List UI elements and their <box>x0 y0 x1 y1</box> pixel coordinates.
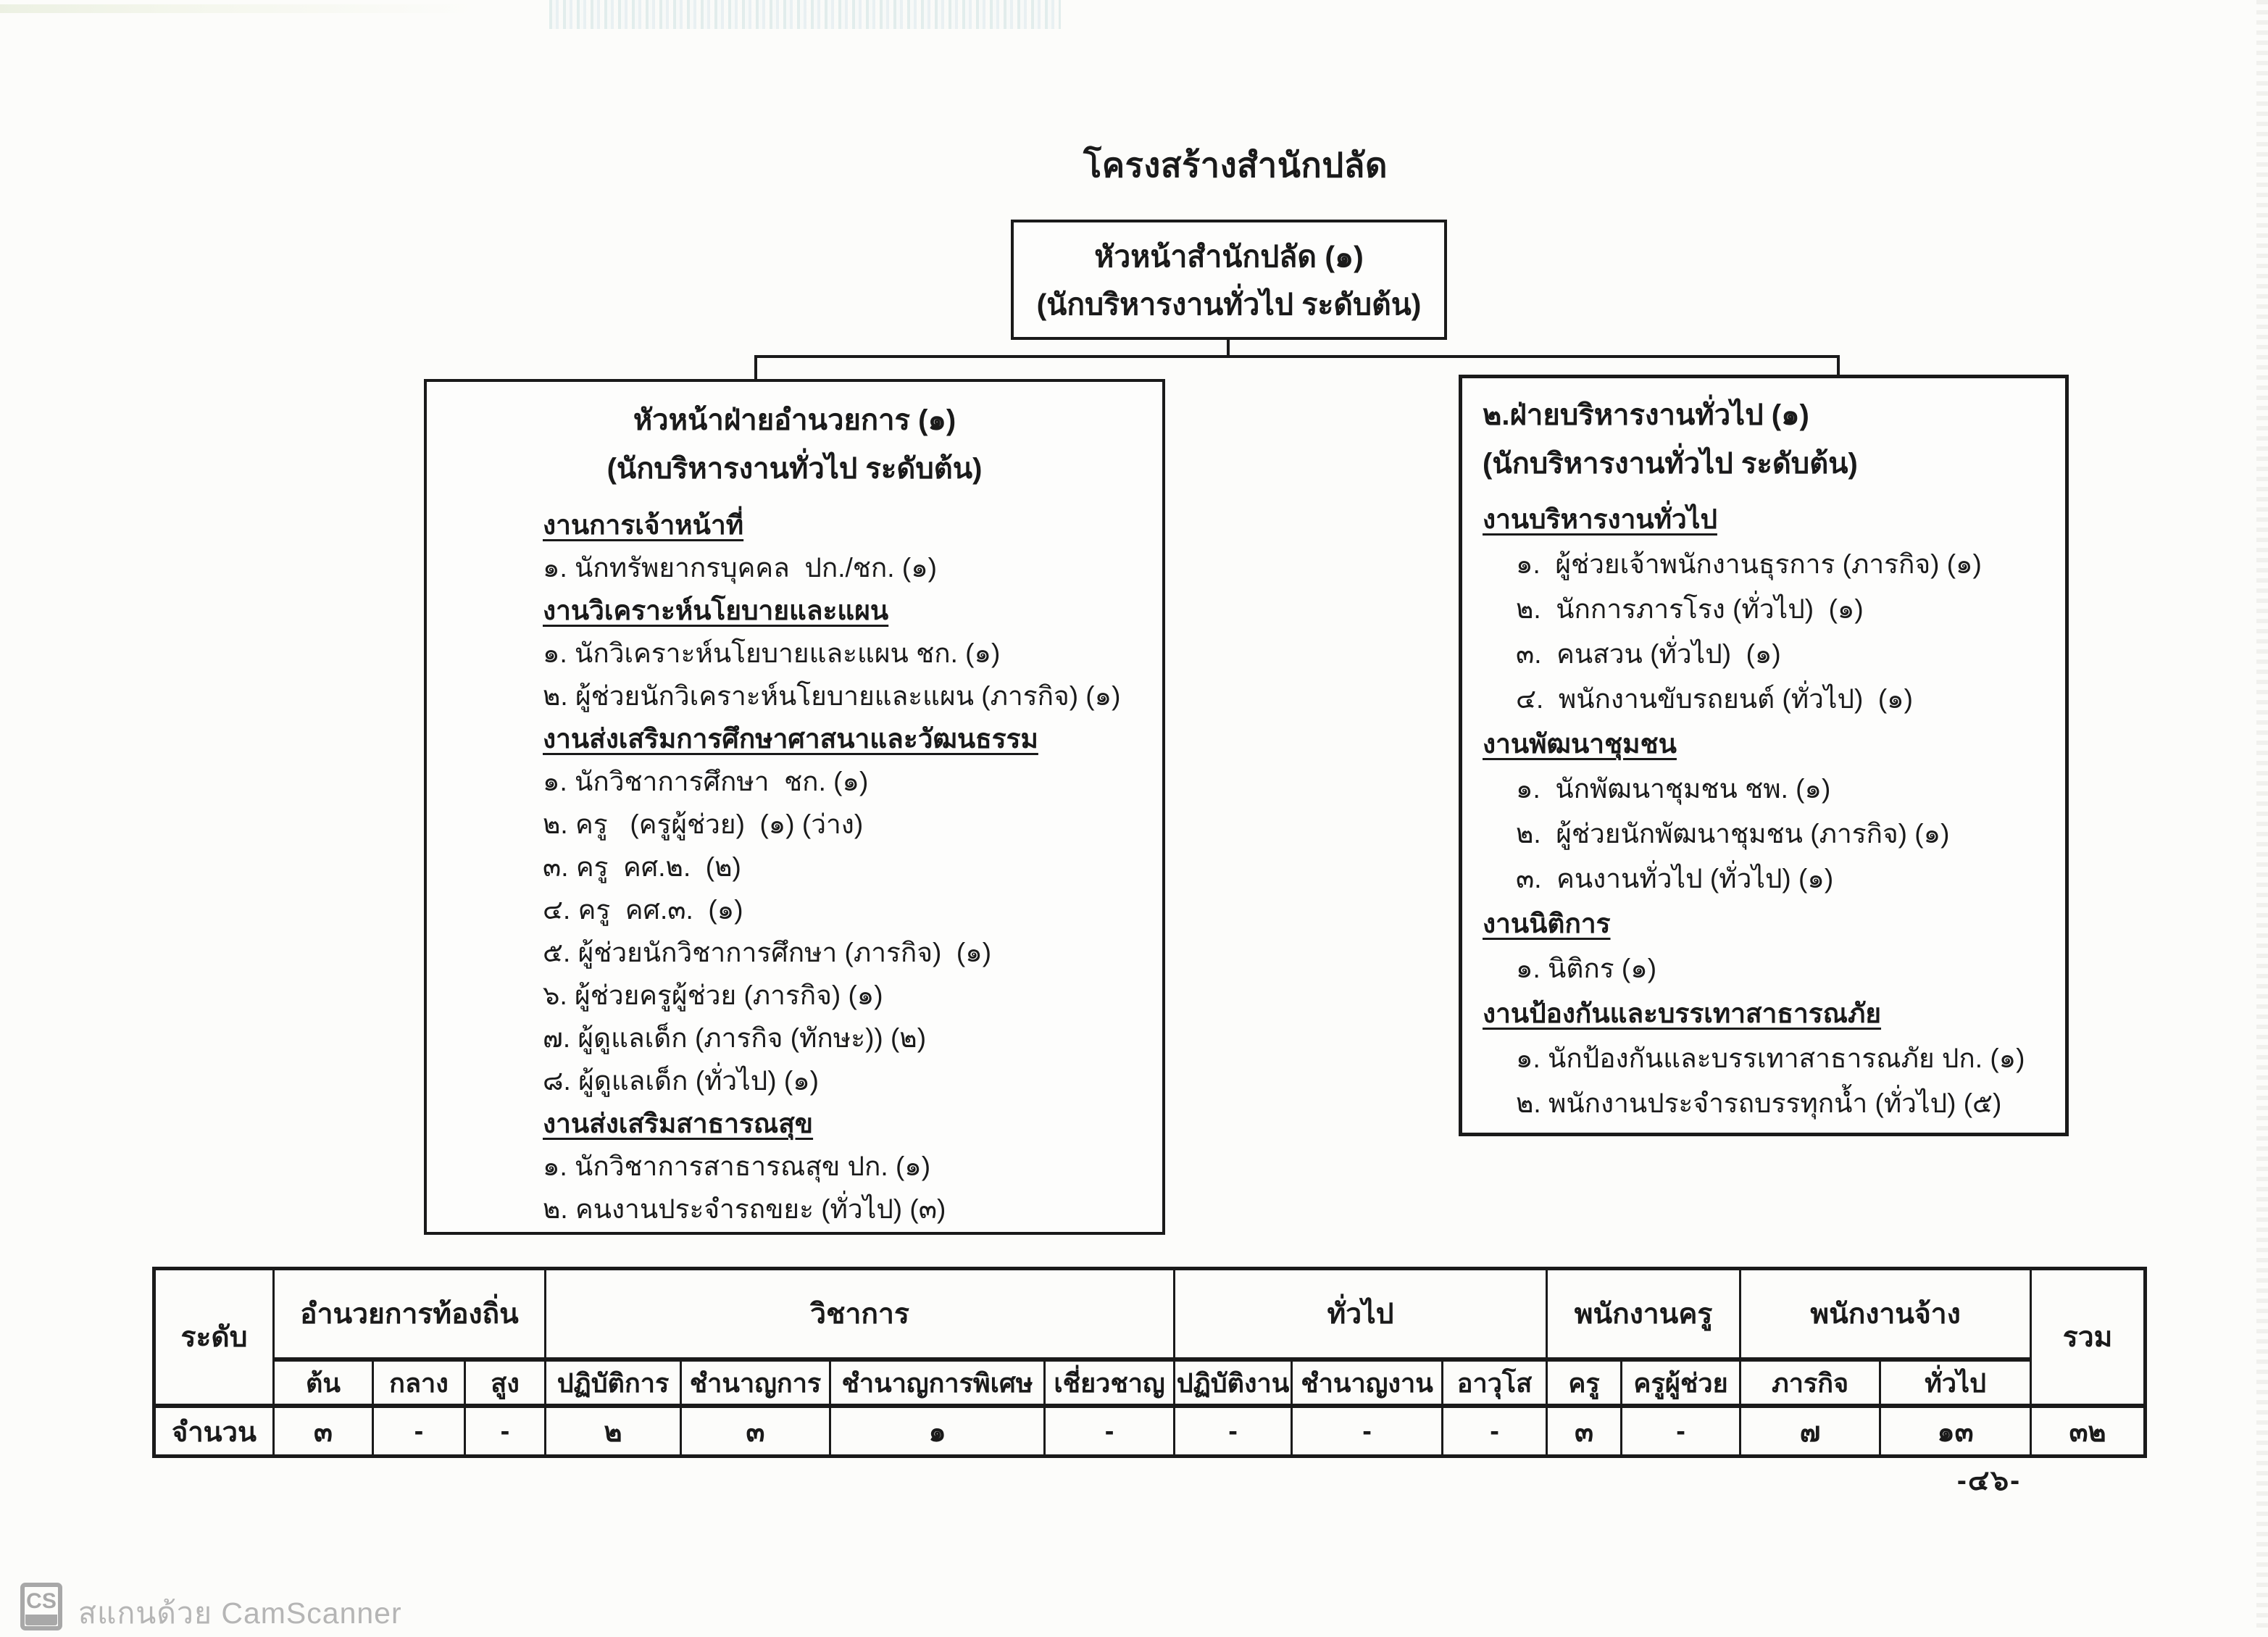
work-group-heading: งานนิติการ <box>1483 909 1611 938</box>
work-group-heading: งานส่งเสริมสาธารณสุข <box>543 1109 814 1138</box>
work-group-heading: งานบริหารงานทั่วไป <box>1483 504 1717 534</box>
camscanner-logo-text: CS <box>26 1589 57 1613</box>
table-value-cell: ๓ <box>1547 1406 1622 1457</box>
table-header-total: รวม <box>2031 1269 2146 1407</box>
summary-table <box>152 1267 2147 1458</box>
table-subheader: เชี่ยวชาญ <box>1045 1359 1175 1406</box>
camscanner-logo-icon <box>20 1583 62 1630</box>
table-subheader: ครูผู้ช่วย <box>1622 1359 1740 1406</box>
table-value-cell: ๑๓ <box>1880 1406 2031 1457</box>
position-item: ๖. ผู้ช่วยครูผู้ช่วย (ภารกิจ) (๑) <box>543 980 883 1010</box>
org-root-title: หัวหน้าสำนักปลัด (๑) <box>1094 240 1364 273</box>
position-item: ๓. คนสวน (ทั่วไป) (๑) <box>1516 639 1781 669</box>
table-value-cell: - <box>1292 1406 1443 1457</box>
table-group-header: ทั่วไป <box>1175 1269 1547 1360</box>
org-root-subtitle: (นักบริหารงานทั่วไป ระดับต้น) <box>1036 288 1422 321</box>
table-subheader: ปฏิบัติงาน <box>1175 1359 1292 1406</box>
table-subheader: ทั่วไป <box>1880 1359 2031 1406</box>
left-division-subtitle: (นักบริหารงานทั่วไป ระดับต้น) <box>606 453 983 485</box>
position-item: ๑. นักวิชาการศึกษา ชก. (๑) <box>543 767 869 796</box>
position-item: ๒. พนักงานประจำรถบรรทุกน้ำ (ทั่วไป) (๕) <box>1516 1088 2002 1118</box>
position-item: ๑. นักวิเคราะห์นโยบายและแผน ชก. (๑) <box>543 638 1001 668</box>
table-subheader: ชำนาญการ <box>681 1359 830 1406</box>
position-item: ๑. ผู้ช่วยเจ้าพนักงานธุรการ (ภารกิจ) (๑) <box>1516 549 1982 579</box>
table-value-cell: - <box>373 1406 465 1457</box>
table-value-cell: - <box>465 1406 546 1457</box>
table-value-cell: ๒ <box>546 1406 681 1457</box>
camscanner-watermark <box>20 1583 402 1637</box>
position-item: ๔. ครู คศ.๓. (๑) <box>543 895 743 925</box>
table-subheader: ปฏิบัติการ <box>546 1359 681 1406</box>
work-group-heading: งานพัฒนาชุมชน <box>1483 729 1677 759</box>
left-division-sections <box>543 504 1162 1230</box>
right-division-title: ๒.ฝ่ายบริหารงานทั่วไป (๑) <box>1483 399 1809 431</box>
work-group-heading: งานวิเคราะห์นโยบายและแผน <box>543 596 889 625</box>
scan-artifact-top-center <box>549 0 1061 29</box>
org-root-box <box>1011 220 1447 340</box>
table-value-cell: - <box>1443 1406 1547 1457</box>
connector-horizontal <box>754 355 1840 358</box>
table-subheader: ชำนาญงาน <box>1292 1359 1443 1406</box>
position-item: ๑. นักป้องกันและบรรเทาสาธารณภัย ปก. (๑) <box>1516 1044 2025 1073</box>
table-total-value: ๓๒ <box>2031 1406 2146 1457</box>
work-group-heading: งานป้องกันและบรรเทาสาธารณภัย <box>1483 999 1882 1028</box>
position-item: ๓. ครู คศ.๒. (๒) <box>543 852 741 882</box>
table-subheader: กลาง <box>373 1359 465 1406</box>
table-value-cell: ๓ <box>681 1406 830 1457</box>
position-item: ๑. นักพัฒนาชุมชน ชพ. (๑) <box>1516 774 1831 804</box>
position-item: ๒. ผู้ช่วยนักวิเคราะห์นโยบายและแผน (ภารกิจ) (๑) <box>543 681 1121 711</box>
position-item: ๘. ผู้ดูแลเด็ก (ทั่วไป) (๑) <box>543 1066 820 1096</box>
position-item: ๑. นิติกร (๑) <box>1516 954 1657 983</box>
table-value-cell: - <box>1622 1406 1740 1457</box>
position-item: ๗. ผู้ดูแลเด็ก (ภารกิจ (ทักษะ)) (๒) <box>543 1023 927 1053</box>
page-title: โครงสร้างสำนักปลัด <box>1083 146 1388 184</box>
position-item: ๕. ผู้ช่วยนักวิชาการศึกษา (ภารกิจ) (๑) <box>543 938 992 967</box>
table-subheader: ชำนาญการพิเศษ <box>830 1359 1045 1406</box>
division-box-general-affairs <box>1459 375 2069 1136</box>
scan-artifact-right-edge <box>2256 0 2268 1630</box>
work-group-heading: งานส่งเสริมการศึกษาศาสนาและวัฒนธรรม <box>543 724 1038 754</box>
table-value-cell: - <box>1045 1406 1175 1457</box>
division-box-administration <box>424 379 1165 1235</box>
table-subheader: ภารกิจ <box>1740 1359 1880 1406</box>
connector-left-stem <box>754 355 757 380</box>
page-number: -๔๖- <box>1956 1465 2022 1496</box>
connector-right-stem <box>1837 355 1840 376</box>
right-division-subtitle: (นักบริหารงานทั่วไป ระดับต้น) <box>1483 448 1858 480</box>
table-row-label-count: จำนวน <box>154 1406 274 1457</box>
left-division-title: หัวหน้าฝ่ายอำนวยการ (๑) <box>633 404 956 436</box>
table-subheader: ต้น <box>274 1359 373 1406</box>
table-group-header: อำนวยการท้องถิ่น <box>274 1269 546 1360</box>
table-group-header: พนักงานครู <box>1547 1269 1740 1360</box>
camscanner-watermark-text: สแกนด้วย CamScanner <box>78 1596 402 1630</box>
work-group-heading: งานการเจ้าหน้าที่ <box>543 510 744 540</box>
table-subheader: ครู <box>1547 1359 1622 1406</box>
table-header-level: ระดับ <box>154 1269 274 1407</box>
position-item: ๒. ผู้ช่วยนักพัฒนาชุมชน (ภารกิจ) (๑) <box>1516 819 1950 849</box>
scan-artifact-top-left <box>0 4 478 13</box>
table-group-header: พนักงานจ้าง <box>1740 1269 2031 1360</box>
right-division-sections <box>1483 497 2065 1126</box>
table-value-cell: ๓ <box>274 1406 373 1457</box>
position-item: ๒. คนงานประจำรถขยะ (ทั่วไป) (๓) <box>543 1194 946 1224</box>
position-item: ๒. ครู (ครูผู้ช่วย) (๑) (ว่าง) <box>543 809 864 839</box>
position-item: ๒. นักการภารโรง (ทั่วไป) (๑) <box>1516 594 1864 624</box>
table-value-cell: - <box>1175 1406 1292 1457</box>
table-value-cell: ๗ <box>1740 1406 1880 1457</box>
position-item: ๓. คนงานทั่วไป (ทั่วไป) (๑) <box>1516 864 1834 894</box>
position-item: ๔. พนักงานขับรถยนต์ (ทั่วไป) (๑) <box>1516 684 1913 714</box>
table-group-header: วิชาการ <box>546 1269 1175 1360</box>
position-item: ๑. นักวิชาการสาธารณสุข ปก. (๑) <box>543 1151 931 1181</box>
camscanner-logo-bar <box>25 1615 57 1625</box>
position-item: ๑. นักทรัพยากรบุคคล ปก./ชก. (๑) <box>543 553 937 583</box>
table-value-cell: ๑ <box>830 1406 1045 1457</box>
table-subheader: อาวุโส <box>1443 1359 1547 1406</box>
table-subheader: สูง <box>465 1359 546 1406</box>
